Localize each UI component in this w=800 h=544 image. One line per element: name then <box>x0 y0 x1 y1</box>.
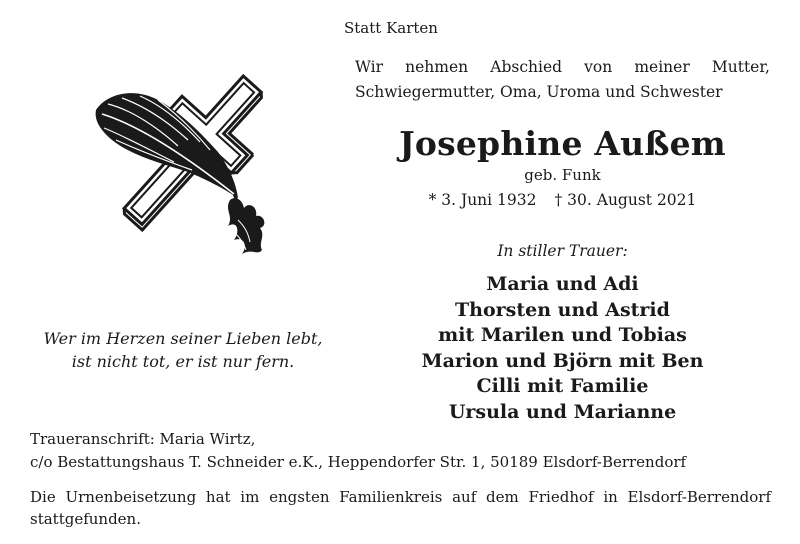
death-date: † 30. August 2021 <box>554 191 697 209</box>
mourner-entry: Marion und Björn mit Ben <box>421 349 704 372</box>
mourning-heading: In stiller Trauer: <box>497 242 628 260</box>
intro-text <box>355 55 770 105</box>
mourner-entry: Cilli mit Familie <box>476 375 649 397</box>
mourner-entry: Ursula und Marianne <box>448 400 677 423</box>
deceased-name: Josephine Außem <box>399 124 726 163</box>
mourner-list <box>355 272 770 425</box>
address-line-1: Traueranschrift: Maria Wirtz, <box>30 430 256 448</box>
mourner-entry: mit Marilen und Tobias <box>438 324 687 346</box>
mourner-entry: Maria und Adi <box>486 273 639 295</box>
maiden-name: geb. Funk <box>524 166 601 184</box>
quote-line-2: ist nicht tot, er ist nur fern. <box>71 352 295 371</box>
memorial-quote <box>18 327 348 373</box>
mourning-address <box>30 428 775 473</box>
cross-feather-illustration <box>88 70 273 270</box>
intro-line-2: Schwiegermutter, Oma, Uroma und Schwester <box>355 83 723 101</box>
burial-note: Die Urnenbeisetzung hat im engsten Familienkreis auf dem Friedhof in Elsdorf-Berrendorf stattgefunden. <box>30 488 771 528</box>
address-line-2: c/o Bestattungshaus T. Schneider e.K., Heppendorfer Str. 1, 50189 Elsdorf-Berrendorf <box>30 452 687 471</box>
life-dates <box>355 191 770 209</box>
statt-karten-label: Statt Karten <box>344 19 438 37</box>
birth-date: * 3. Juni 1932 <box>428 191 537 209</box>
quote-line-1: Wer im Herzen seiner Lieben lebt, <box>43 329 323 348</box>
mourner-entry: Thorsten und Astrid <box>455 298 670 321</box>
intro-line-1: Wir nehmen Abschied von meiner Mutter, <box>355 58 770 76</box>
